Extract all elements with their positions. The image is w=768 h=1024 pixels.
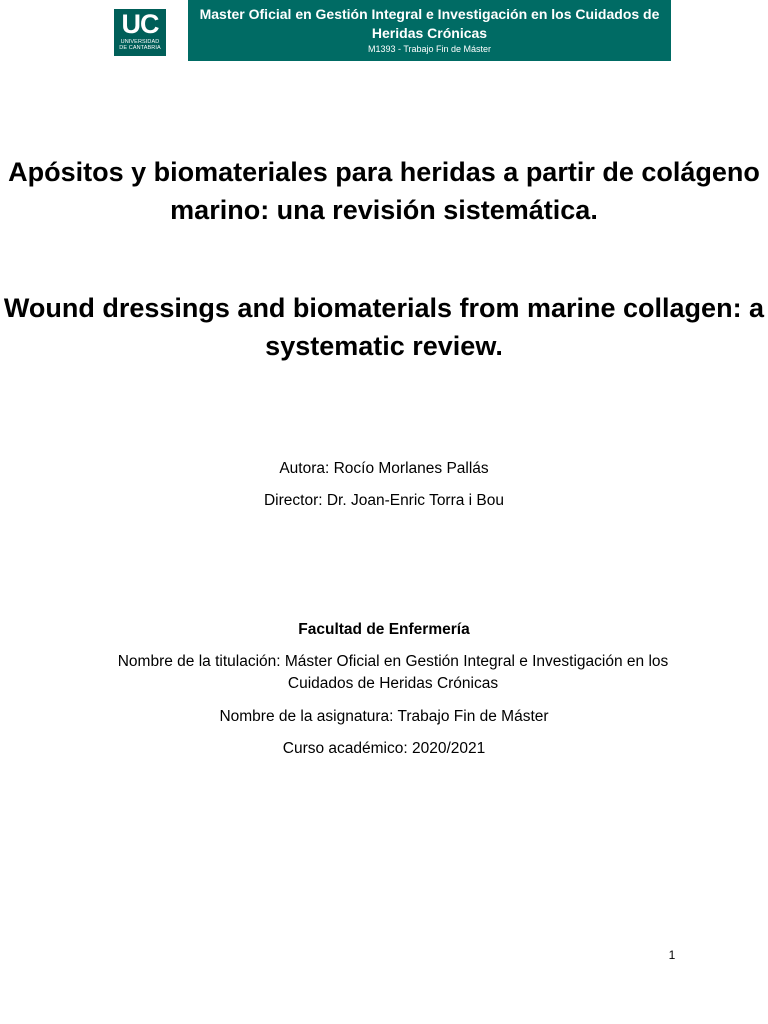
subject-name: Nombre de la asignatura: Trabajo Fin de Máster [219, 708, 549, 725]
director-line: Director: Dr. Joan-Enric Torra i Bou [263, 492, 505, 509]
logo-line-2: DE CANTABRIA [119, 45, 161, 51]
header-banner [188, 0, 671, 61]
title-spanish: Apósitos y biomateriales para heridas a partir de colágeno marino: una revisión sistemática. [8, 157, 760, 225]
page-number: 1 [668, 948, 676, 962]
author-line: Autora: Rocío Morlanes Pallás [279, 460, 489, 477]
banner-title-line-2: Heridas Crónicas [371, 25, 488, 41]
banner-subtitle: M1393 - Trabajo Fin de Máster [367, 44, 492, 54]
logo-mark: UC [121, 9, 159, 39]
academic-year: Curso académico: 2020/2021 [282, 740, 486, 757]
faculty-name: Facultad de Enfermería [298, 621, 470, 638]
banner-title-line-1: Master Oficial en Gestión Integral e Investigación en los Cuidados de [199, 6, 660, 22]
university-logo [114, 9, 166, 56]
title-english: Wound dressings and biomaterials from marine collagen: a systematic review. [3, 293, 765, 361]
logo-line-1: UNIVERSIDAD [120, 39, 160, 45]
degree-name: Nombre de la titulación: Máster Oficial en Gestión Integral e Investigación en los Cuidados de Heridas Crónicas [117, 653, 669, 692]
